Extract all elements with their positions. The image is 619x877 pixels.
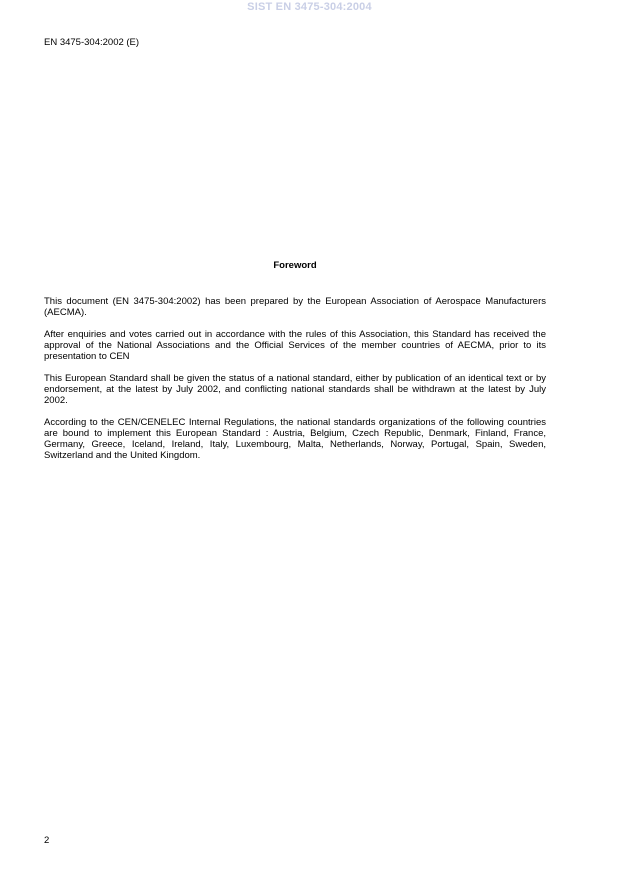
paragraph-national-status: This European Standard shall be given the status of a national standard, either by publication of an identical text or by endorsement, at the latest by July 2002, and conflicting national standards shall be withdrawn at the latest by July 2002.: [44, 373, 546, 406]
page-number: 2: [44, 835, 50, 846]
paragraph-approval: After enquiries and votes carried out in accordance with the rules of this Association, this Standard has received the approval of the National Associations and the Official Services of the member countries of AECMA, prior to its presentation to CEN: [44, 329, 546, 362]
paragraph-countries: According to the CEN/CENELEC Internal Regulations, the national standards organizations of the following countries are bound to implement this European Standard : Austria, Belgium, Czech Republic, Denmark, Finland, France, Germany, Greece, Iceland, Ireland, Italy, Luxembourg, Malta, Netherlands, Norway, Portugal, Spain, Sweden, Switzerland and the United Kingdom.: [44, 417, 546, 461]
document-id: EN 3475-304:2002 (E): [44, 37, 140, 48]
paragraph-prepared-by: This document (EN 3475-304:2002) has been prepared by the European Association of Aerospace Manufacturers (AECMA).: [44, 296, 546, 318]
foreword-body: [44, 296, 546, 472]
foreword-title: Foreword: [273, 260, 317, 271]
watermark: SIST EN 3475-304:2004: [247, 1, 372, 13]
